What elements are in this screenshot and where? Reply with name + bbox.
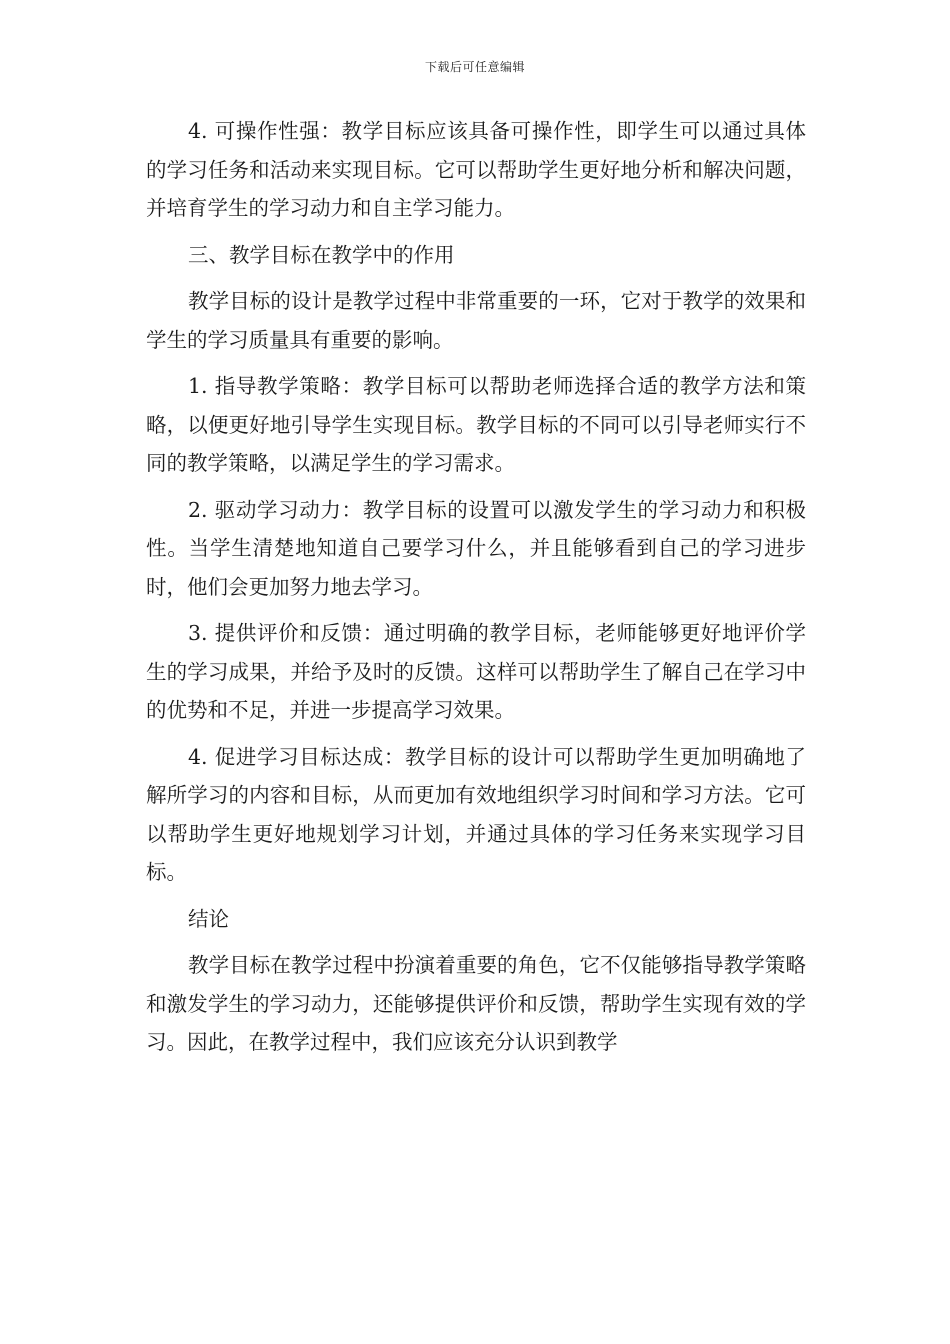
document-body	[146, 112, 806, 1070]
paragraph-conclusion: 教学目标在教学过程中扮演着重要的角色，它不仅能够指导教学策略和激发学生的学习动力，还能够提供评价和反馈，帮助学生实现有效的学习。因此，在教学过程中，我们应该充分认识到教学	[146, 953, 806, 1054]
paragraph-goal-achievement: 4. 促进学习目标达成：教学目标的设计可以帮助学生更加明确地了解所学习的内容和目标，从而更加有效地组织学习时间和学习方法。它可以帮助学生更好地规划学习计划，并通过具体的学习任务来实现学习目标。	[146, 744, 806, 884]
paragraph-drive-motivation: 2. 驱动学习动力：教学目标的设置可以激发学生的学习动力和积极性。当学生清楚地知道自己要学习什么，并且能够看到自己的学习进步时，他们会更加努力地去学习。	[146, 497, 806, 599]
header-note: 下载后可任意编辑	[424, 60, 525, 74]
paragraph-guide-strategy: 1. 指导教学策略：教学目标可以帮助老师选择合适的教学方法和策略，以便更好地引导学生实现目标。教学目标的不同可以引导老师实行不同的教学策略，以满足学生的学习需求。	[146, 374, 806, 475]
paragraph-intro: 教学目标的设计是教学过程中非常重要的一环，它对于教学的效果和学生的学习质量具有重要的影响。	[146, 289, 806, 352]
paragraph-feedback: 3. 提供评价和反馈：通过明确的教学目标，老师能够更好地评价学生的学习成果，并给予及时的反馈。这样可以帮助学生了解自己在学习中的优势和不足，并进一步提高学习效果。	[146, 621, 806, 722]
section-heading-role: 三、教学目标在教学中的作用	[188, 242, 455, 267]
section-heading-conclusion: 结论	[188, 906, 229, 931]
paragraph-operability: 4. 可操作性强：教学目标应该具备可操作性，即学生可以通过具体的学习任务和活动来实现目标。它可以帮助学生更好地分析和解决问题，并培育学生的学习动力和自主学习能力。	[146, 119, 806, 220]
